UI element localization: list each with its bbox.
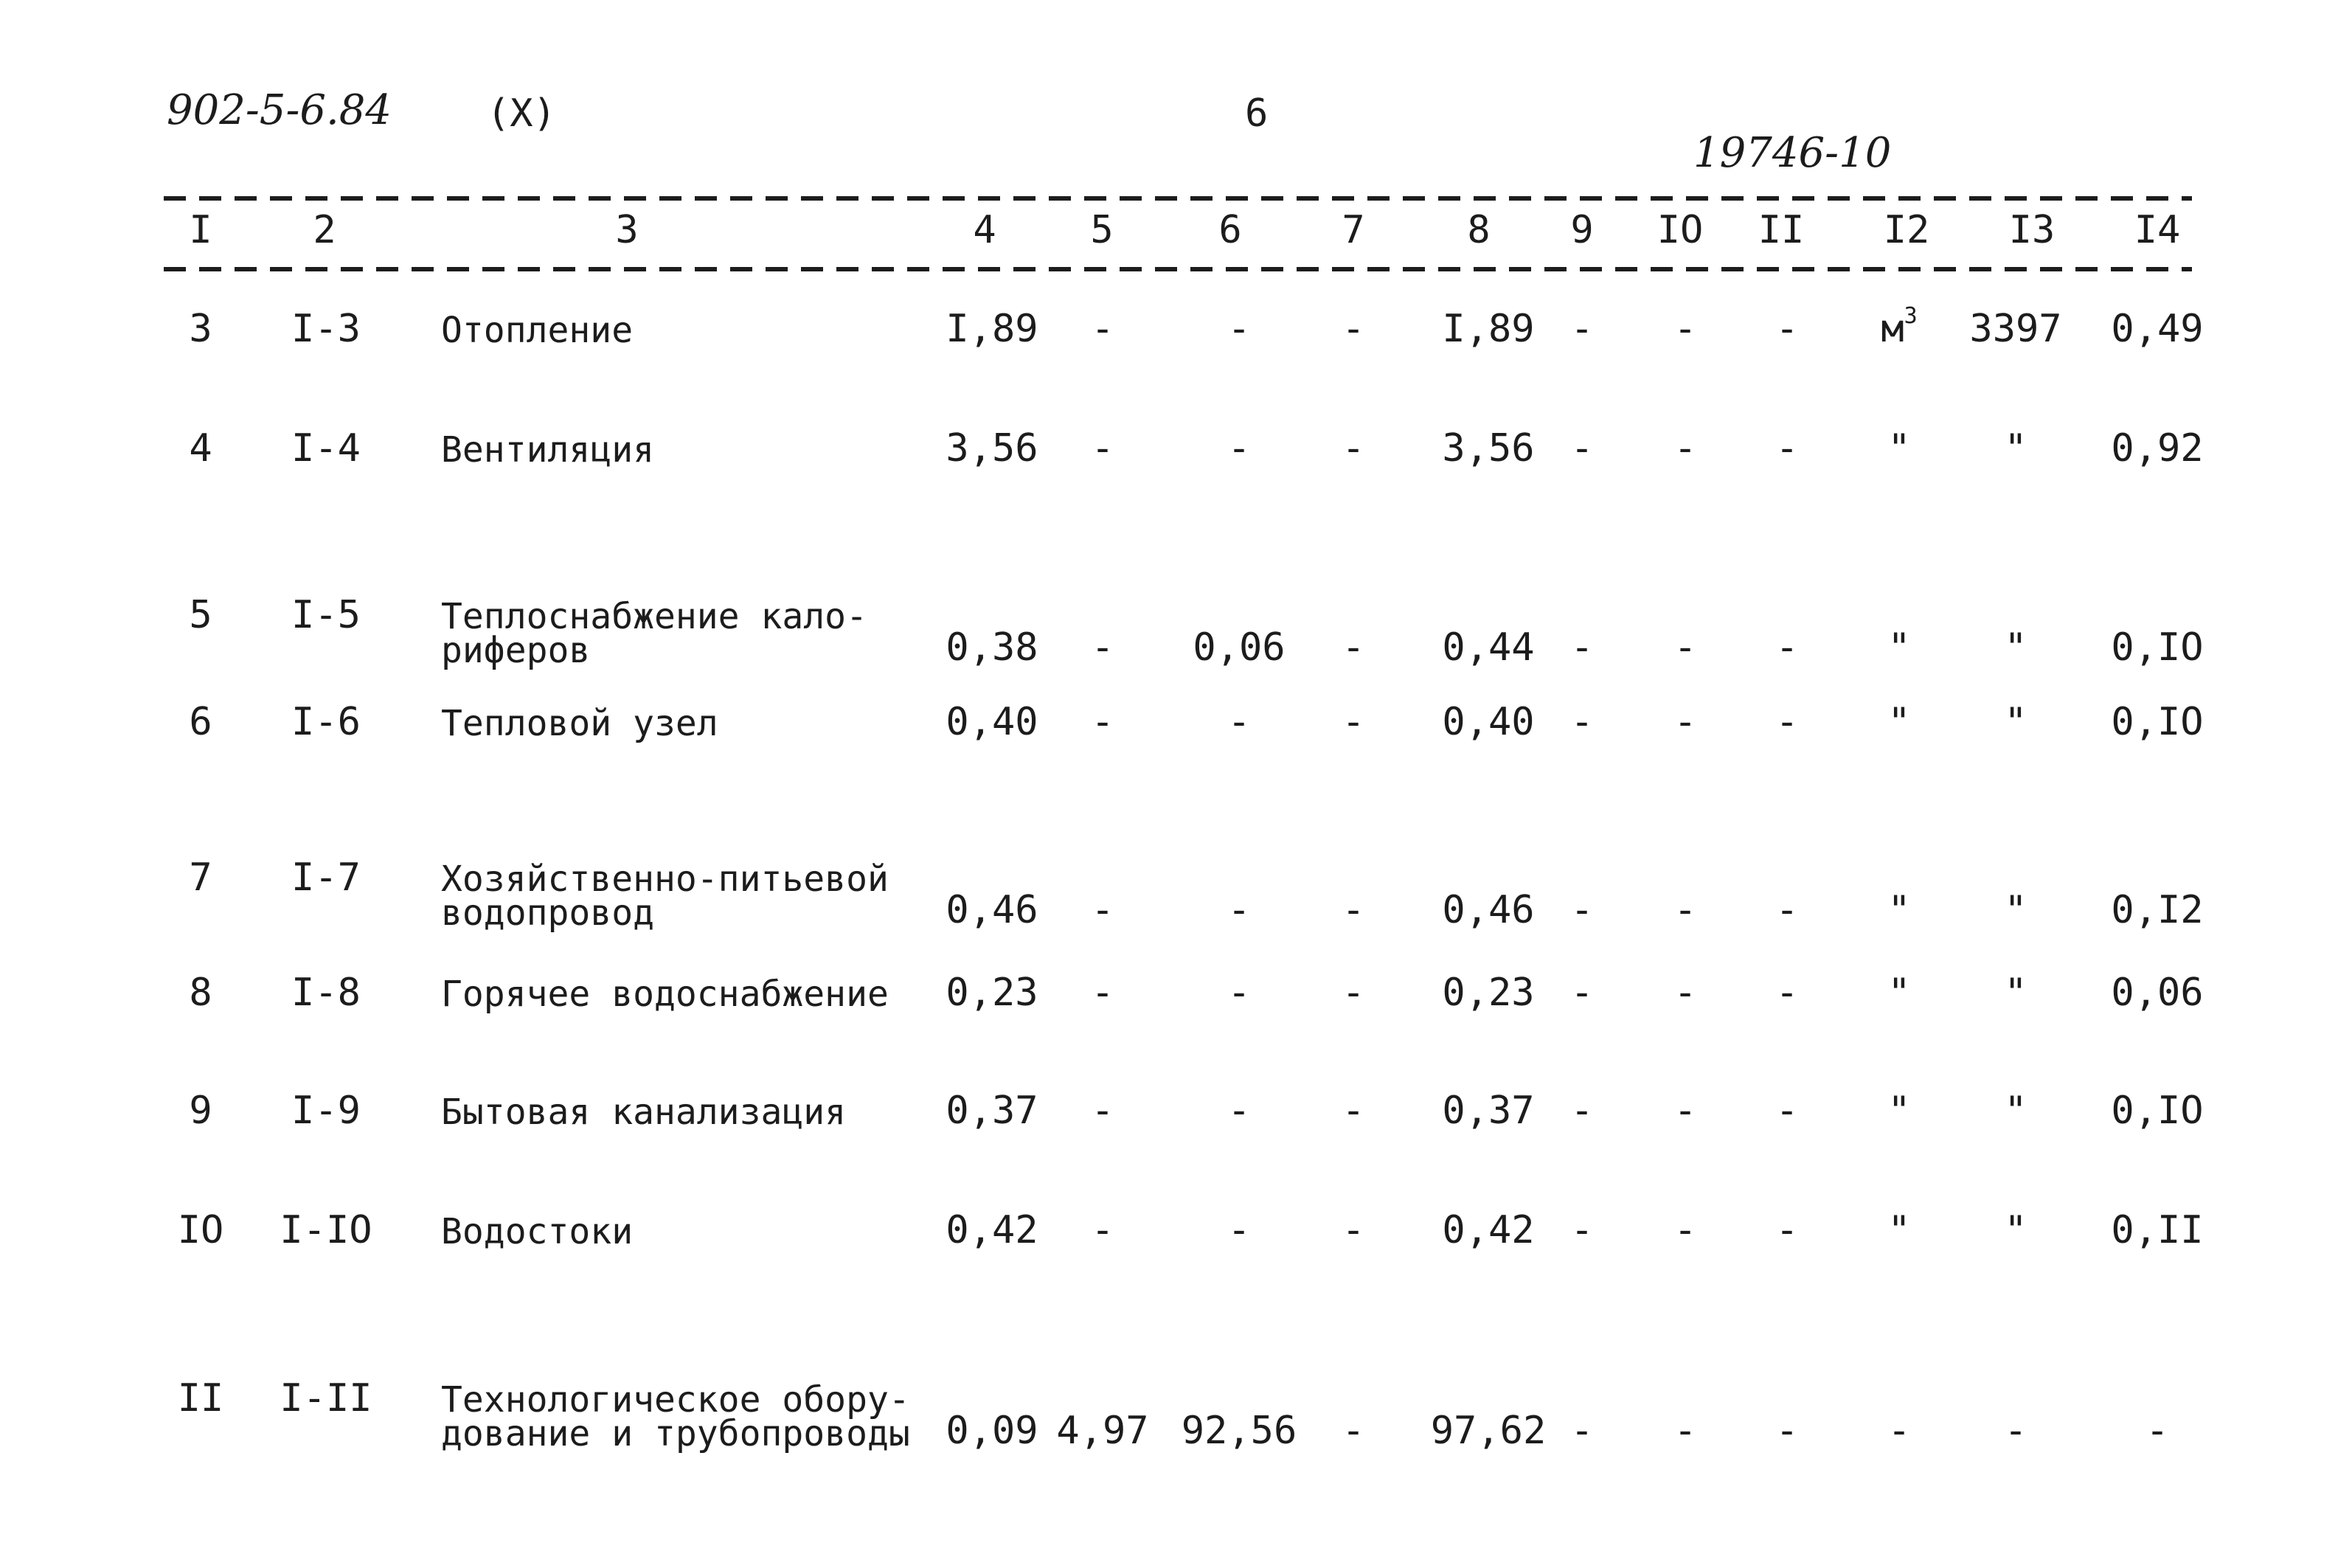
row-name-line: водопровод (441, 892, 654, 934)
row-number: 3 (189, 307, 212, 351)
row-name-line: Технологическое обору- (441, 1379, 910, 1420)
cell-col-7: - (1342, 700, 1365, 744)
row-code: I-7 (291, 856, 361, 900)
cell-col-7: - (1342, 971, 1365, 1015)
column-header-9: 9 (1570, 208, 1594, 252)
row-number: 8 (189, 971, 212, 1015)
cell-col-12: " (1887, 426, 1911, 471)
row-code: I-3 (291, 307, 361, 351)
column-header-5: 5 (1090, 208, 1114, 252)
column-header-8: 8 (1467, 208, 1491, 252)
column-header-14: I4 (2134, 208, 2181, 252)
cell-col-10: - (1673, 1208, 1697, 1252)
row-number: 6 (189, 700, 212, 744)
cell-col-5: - (1091, 1208, 1114, 1252)
row-name-line: Вентиляция (441, 429, 654, 471)
row-code: I-IO (280, 1208, 372, 1252)
page-number: 6 (1245, 91, 1269, 136)
cell-col-12: " (1887, 1208, 1911, 1252)
cell-col-6: - (1227, 307, 1251, 351)
cell-col-9: - (1570, 625, 1594, 670)
cell-col-10: - (1673, 971, 1697, 1015)
cell-col-7: - (1342, 625, 1365, 670)
cell-col-11: - (1775, 700, 1799, 744)
cell-col-9: - (1570, 700, 1594, 744)
cell-col-7: - (1342, 1208, 1365, 1252)
column-header-6: 6 (1218, 208, 1242, 252)
cell-col-6: - (1227, 971, 1251, 1015)
cell-col-6: 0,06 (1193, 625, 1286, 670)
row-name-line: Теплоснабжение кало- (441, 596, 867, 637)
cell-col-4: 0,09 (946, 1409, 1038, 1453)
cell-col-13: " (2004, 625, 2027, 670)
row-number: 7 (189, 856, 212, 900)
cell-col-4: 3,56 (946, 426, 1038, 471)
cell-col-8: 0,40 (1442, 700, 1535, 744)
document-mark: (X) (487, 91, 556, 136)
cell-col-9: - (1570, 1089, 1594, 1133)
cell-col-11: - (1775, 1089, 1799, 1133)
cell-col-12: " (1887, 625, 1911, 670)
row-name-line: Водостоки (441, 1211, 634, 1252)
row-number: 5 (189, 593, 212, 637)
cell-col-14: 0,IO (2111, 700, 2204, 744)
cell-col-13: 3397 (1969, 307, 2062, 351)
column-header-10: IO (1657, 208, 1704, 252)
cell-col-10: - (1673, 426, 1697, 471)
cell-col-9: - (1570, 426, 1594, 471)
unit-exponent: 3 (1904, 303, 1918, 329)
cell-col-7: - (1342, 888, 1365, 932)
cell-col-6: 92,56 (1181, 1409, 1297, 1453)
cell-col-14: 0,II (2111, 1208, 2204, 1252)
row-name-line: риферов (441, 630, 591, 671)
cell-col-9: - (1570, 971, 1594, 1015)
cell-col-7: - (1342, 426, 1365, 471)
cell-col-12: $м^3$ (1881, 303, 1918, 351)
inventory-number: 19746-10 (1693, 129, 1892, 177)
header-bottom-rule (164, 267, 2192, 271)
cell-col-14: 0,I2 (2111, 888, 2204, 932)
cell-col-14: 0,IO (2111, 1089, 2204, 1133)
cell-col-12: - (1887, 1409, 1911, 1453)
cell-col-8: 0,46 (1442, 888, 1535, 932)
row-number: 4 (189, 426, 212, 471)
row-code: I-8 (291, 971, 361, 1015)
row-name-line: Бытовая канализация (441, 1092, 847, 1133)
cell-col-11: - (1775, 426, 1799, 471)
cell-col-10: - (1673, 625, 1697, 670)
column-header-13: I3 (2008, 208, 2056, 252)
cell-col-6: - (1227, 426, 1251, 471)
cell-col-13: " (2004, 426, 2027, 471)
column-header-4: 4 (973, 208, 996, 252)
cell-col-6: - (1227, 700, 1251, 744)
cell-col-4: 0,38 (946, 625, 1038, 670)
cell-col-4: 0,40 (946, 700, 1038, 744)
cell-col-9: - (1570, 888, 1594, 932)
cell-col-10: - (1673, 307, 1697, 351)
row-code: I-4 (291, 426, 361, 471)
cell-col-13: " (2004, 1089, 2027, 1133)
cell-col-6: - (1227, 888, 1251, 932)
row-code: I-6 (291, 700, 361, 744)
cell-col-5: - (1091, 307, 1114, 351)
cell-col-14: 0,49 (2111, 307, 2204, 351)
cell-col-14: 0,06 (2111, 971, 2204, 1015)
cell-col-13: " (2004, 1208, 2027, 1252)
cell-col-8: 0,42 (1442, 1208, 1535, 1252)
cell-col-8: 0,23 (1442, 971, 1535, 1015)
cell-col-8: 3,56 (1442, 426, 1535, 471)
cell-col-13: - (2004, 1409, 2027, 1453)
cell-col-11: - (1775, 1409, 1799, 1453)
cell-col-14: - (2145, 1409, 2169, 1453)
cell-col-14: 0,IO (2111, 625, 2204, 670)
column-header-12: I2 (1883, 208, 1930, 252)
cell-col-9: - (1570, 1208, 1594, 1252)
cell-col-7: - (1342, 307, 1365, 351)
cell-col-5: - (1091, 1089, 1114, 1133)
cell-col-12: " (1887, 700, 1911, 744)
row-code: I-II (280, 1376, 372, 1420)
cell-col-11: - (1775, 307, 1799, 351)
cell-col-4: 0,42 (946, 1208, 1038, 1252)
cell-col-4: I,89 (946, 307, 1038, 351)
cell-col-8: 97,62 (1430, 1409, 1547, 1453)
cell-col-5: - (1091, 971, 1114, 1015)
cell-col-5: - (1091, 625, 1114, 670)
cell-col-11: - (1775, 971, 1799, 1015)
cell-col-4: 0,37 (946, 1089, 1038, 1133)
column-header-11: II (1758, 208, 1805, 252)
cell-col-6: - (1227, 1089, 1251, 1133)
cell-col-5: - (1091, 426, 1114, 471)
cell-col-12: " (1887, 1089, 1911, 1133)
row-number: II (177, 1376, 224, 1420)
row-name-line: Отопление (441, 310, 634, 351)
column-header-7: 7 (1342, 208, 1365, 252)
cell-col-9: - (1570, 1409, 1594, 1453)
row-number: 9 (189, 1089, 212, 1133)
cell-col-11: - (1775, 888, 1799, 932)
cell-col-5: - (1091, 700, 1114, 744)
row-number: IO (177, 1208, 224, 1252)
document-code: 902-5-6.84 (167, 86, 392, 134)
row-name-line: Хозяйственно-питьевой (441, 858, 889, 900)
cell-col-10: - (1673, 888, 1697, 932)
cell-col-7: - (1342, 1409, 1365, 1453)
row-code: I-9 (291, 1089, 361, 1133)
cell-col-7: - (1342, 1089, 1365, 1133)
cell-col-13: " (2004, 971, 2027, 1015)
column-header-2: 2 (313, 208, 336, 252)
column-header-1: I (189, 208, 212, 252)
cell-col-10: - (1673, 1089, 1697, 1133)
row-name-line: Тепловой узел (441, 703, 718, 744)
cell-col-9: - (1570, 307, 1594, 351)
cell-col-13: " (2004, 700, 2027, 744)
cell-col-14: 0,92 (2111, 426, 2204, 471)
row-code: I-5 (291, 593, 361, 637)
cell-col-12: " (1887, 888, 1911, 932)
cell-col-12: " (1887, 971, 1911, 1015)
cell-col-8: I,89 (1442, 307, 1535, 351)
cell-col-8: 0,44 (1442, 625, 1535, 670)
row-name-line: дование и трубопроводы (441, 1413, 910, 1454)
cell-col-5: 4,97 (1056, 1409, 1149, 1453)
cell-col-5: - (1091, 888, 1114, 932)
cell-col-6: - (1227, 1208, 1251, 1252)
row-name-line: Горячее водоснабжение (441, 974, 889, 1015)
cell-col-8: 0,37 (1442, 1089, 1535, 1133)
cell-col-4: 0,46 (946, 888, 1038, 932)
cell-col-13: " (2004, 888, 2027, 932)
table-top-rule (164, 196, 2192, 201)
column-header-3: 3 (615, 208, 639, 252)
cell-col-4: 0,23 (946, 971, 1038, 1015)
cell-col-10: - (1673, 1409, 1697, 1453)
cell-col-10: - (1673, 700, 1697, 744)
cell-col-11: - (1775, 1208, 1799, 1252)
cell-col-11: - (1775, 625, 1799, 670)
